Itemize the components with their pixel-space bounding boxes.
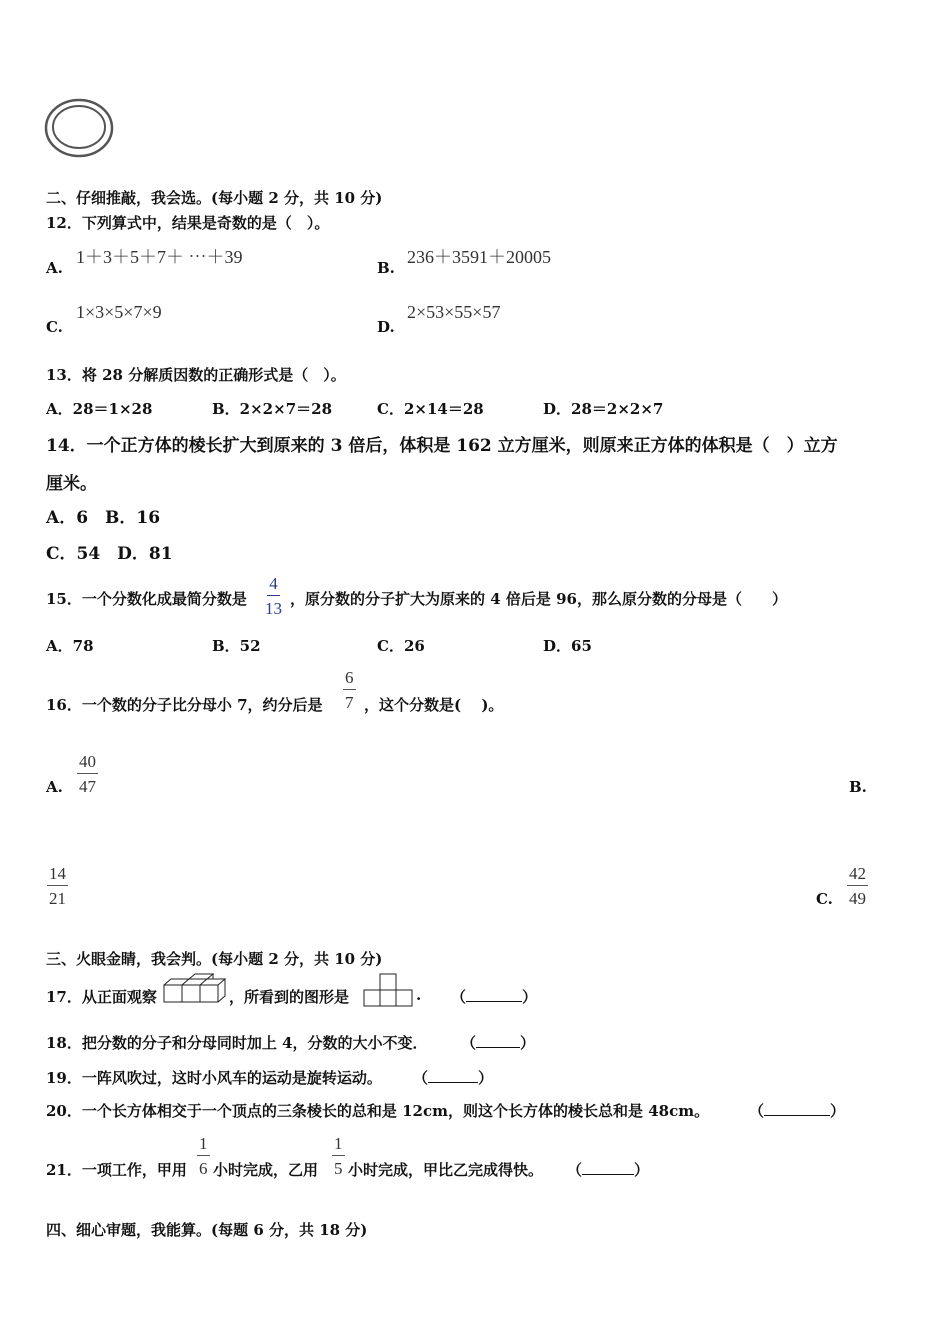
q15-fraction <box>263 575 284 617</box>
q16-option-b-denominator: 21 <box>49 889 66 908</box>
q15-option-d: D．65 <box>543 637 592 655</box>
question-16-prefix: 16．一个数的分子比分母小 7，约分后是 <box>46 696 323 714</box>
paren-close: ） <box>520 1034 536 1052</box>
section-3-heading: 三、火眼金睛，我会判。(每小题 2 分，共 10 分) <box>46 950 383 968</box>
question-13-stem: 13．将 28 分解质因数的正确形式是（ ）。 <box>46 366 346 384</box>
q16-option-b-numerator: 14 <box>47 865 68 886</box>
paren-open: （ <box>451 988 467 1006</box>
question-21-prefix: 21．一项工作，甲用 <box>46 1161 187 1179</box>
q16-option-a-denominator: 47 <box>79 777 96 796</box>
q16-fraction <box>343 669 356 711</box>
question-15-suffix: ，原分数的分子扩大为原来的 4 倍后是 96，那么原分数的分母是（ ） <box>290 590 787 608</box>
q12-option-c-expression: 1×3×5×7×9 <box>76 302 162 322</box>
question-12-stem: 12．下列算式中，结果是奇数的是（ ）。 <box>46 214 330 232</box>
q12-option-b-label: B. <box>377 259 395 277</box>
paren-close: ） <box>634 1161 650 1179</box>
question-17-middle: ，所看到的图形是 <box>229 988 350 1006</box>
question-18-stem: 18．把分数的分子和分母同时加上 4，分数的大小不变． <box>46 1034 428 1052</box>
q21-fraction-2-denominator: 5 <box>334 1159 343 1178</box>
q19-answer-blank[interactable] <box>413 1067 493 1088</box>
decorative-ring-icon <box>44 98 116 160</box>
question-17-end: . <box>416 986 422 1004</box>
front-view-squares-figure <box>363 973 415 1008</box>
question-19-stem: 19．一阵风吹过，这时小风车的运动是旋转运动。 <box>46 1069 382 1087</box>
q14-options-cd: C．54 D．81 <box>46 544 173 564</box>
question-20-stem: 20．一个长方体相交于一个顶点的三条棱长的总和是 12cm，则这个长方体的棱长总和是 48cm。 <box>46 1102 710 1120</box>
q12-option-d-label: D. <box>377 318 395 336</box>
paren-close: ） <box>478 1069 494 1087</box>
q13-option-a: A．28＝1×28 <box>46 400 153 418</box>
q12-option-d-expression: 2×53×55×57 <box>407 302 501 322</box>
q16-option-a-numerator: 40 <box>77 753 98 774</box>
question-14-stem-line1: 14．一个正方体的棱长扩大到原来的 3 倍后，体积是 162 立方厘米，则原来正方体的体积是（ ）立方 <box>46 436 838 456</box>
paren-open: （ <box>567 1161 583 1179</box>
q12-option-b-expression: 236＋3591＋20005 <box>407 247 551 267</box>
q15-fraction-numerator: 4 <box>267 575 280 596</box>
question-21-middle: 小时完成，乙用 <box>213 1161 319 1179</box>
paren-open: （ <box>413 1069 429 1087</box>
q17-answer-blank[interactable] <box>451 986 537 1007</box>
paren-open: （ <box>749 1102 765 1120</box>
q21-fraction-1-numerator: 1 <box>197 1135 210 1156</box>
q16-fraction-numerator: 6 <box>343 669 356 690</box>
cube-stack-3d-figure <box>162 973 228 1004</box>
q15-option-c: C．26 <box>377 637 425 655</box>
question-14-stem-line2: 厘米。 <box>46 474 97 494</box>
question-15-prefix: 15．一个分数化成最简分数是 <box>46 590 247 608</box>
q15-fraction-denominator: 13 <box>265 599 282 618</box>
q13-option-d: D．28＝2×2×7 <box>543 400 664 418</box>
section-2-heading: 二、仔细推敲，我会选。(每小题 2 分，共 10 分) <box>46 189 383 207</box>
q21-fraction-1-denominator: 6 <box>199 1159 208 1178</box>
q21-answer-blank[interactable] <box>567 1159 649 1180</box>
q21-fraction-2 <box>332 1135 345 1177</box>
q12-option-a-expression: 1＋3＋5＋7＋ ⋯＋39 <box>76 247 243 267</box>
q21-fraction-2-numerator: 1 <box>332 1135 345 1156</box>
q12-option-c-label: C. <box>46 318 63 336</box>
q15-option-a: A．78 <box>46 637 94 655</box>
q16-fraction-denominator: 7 <box>345 693 354 712</box>
question-16-suffix: ，这个分数是( )。 <box>364 696 504 714</box>
q16-option-a-fraction <box>77 753 98 795</box>
q12-option-a-label: A. <box>46 259 63 277</box>
q16-option-c-numerator: 42 <box>847 865 868 886</box>
q16-option-b-label: B. <box>849 778 867 796</box>
paren-close: ） <box>522 988 538 1006</box>
q15-option-b: B．52 <box>212 637 261 655</box>
q18-answer-blank[interactable] <box>461 1032 535 1053</box>
q16-option-c-denominator: 49 <box>849 889 866 908</box>
q16-option-c-fraction <box>847 865 868 907</box>
q16-option-b-fraction <box>47 865 68 907</box>
q13-option-b: B．2×2×7＝28 <box>212 400 333 418</box>
q13-option-c: C．2×14＝28 <box>377 400 484 418</box>
q16-option-a-label: A. <box>46 778 63 796</box>
q14-options-ab: A．6 B．16 <box>46 508 161 528</box>
q21-fraction-1 <box>197 1135 210 1177</box>
paren-open: （ <box>461 1034 477 1052</box>
question-17-prefix: 17．从正面观察 <box>46 988 157 1006</box>
q16-option-c-label: C. <box>816 890 833 908</box>
question-21-suffix: 小时完成，甲比乙完成得快。 <box>348 1161 544 1179</box>
q20-answer-blank[interactable] <box>749 1100 845 1121</box>
section-4-heading: 四、细心审题，我能算。(每题 6 分，共 18 分) <box>46 1221 368 1239</box>
paren-close: ） <box>830 1102 846 1120</box>
